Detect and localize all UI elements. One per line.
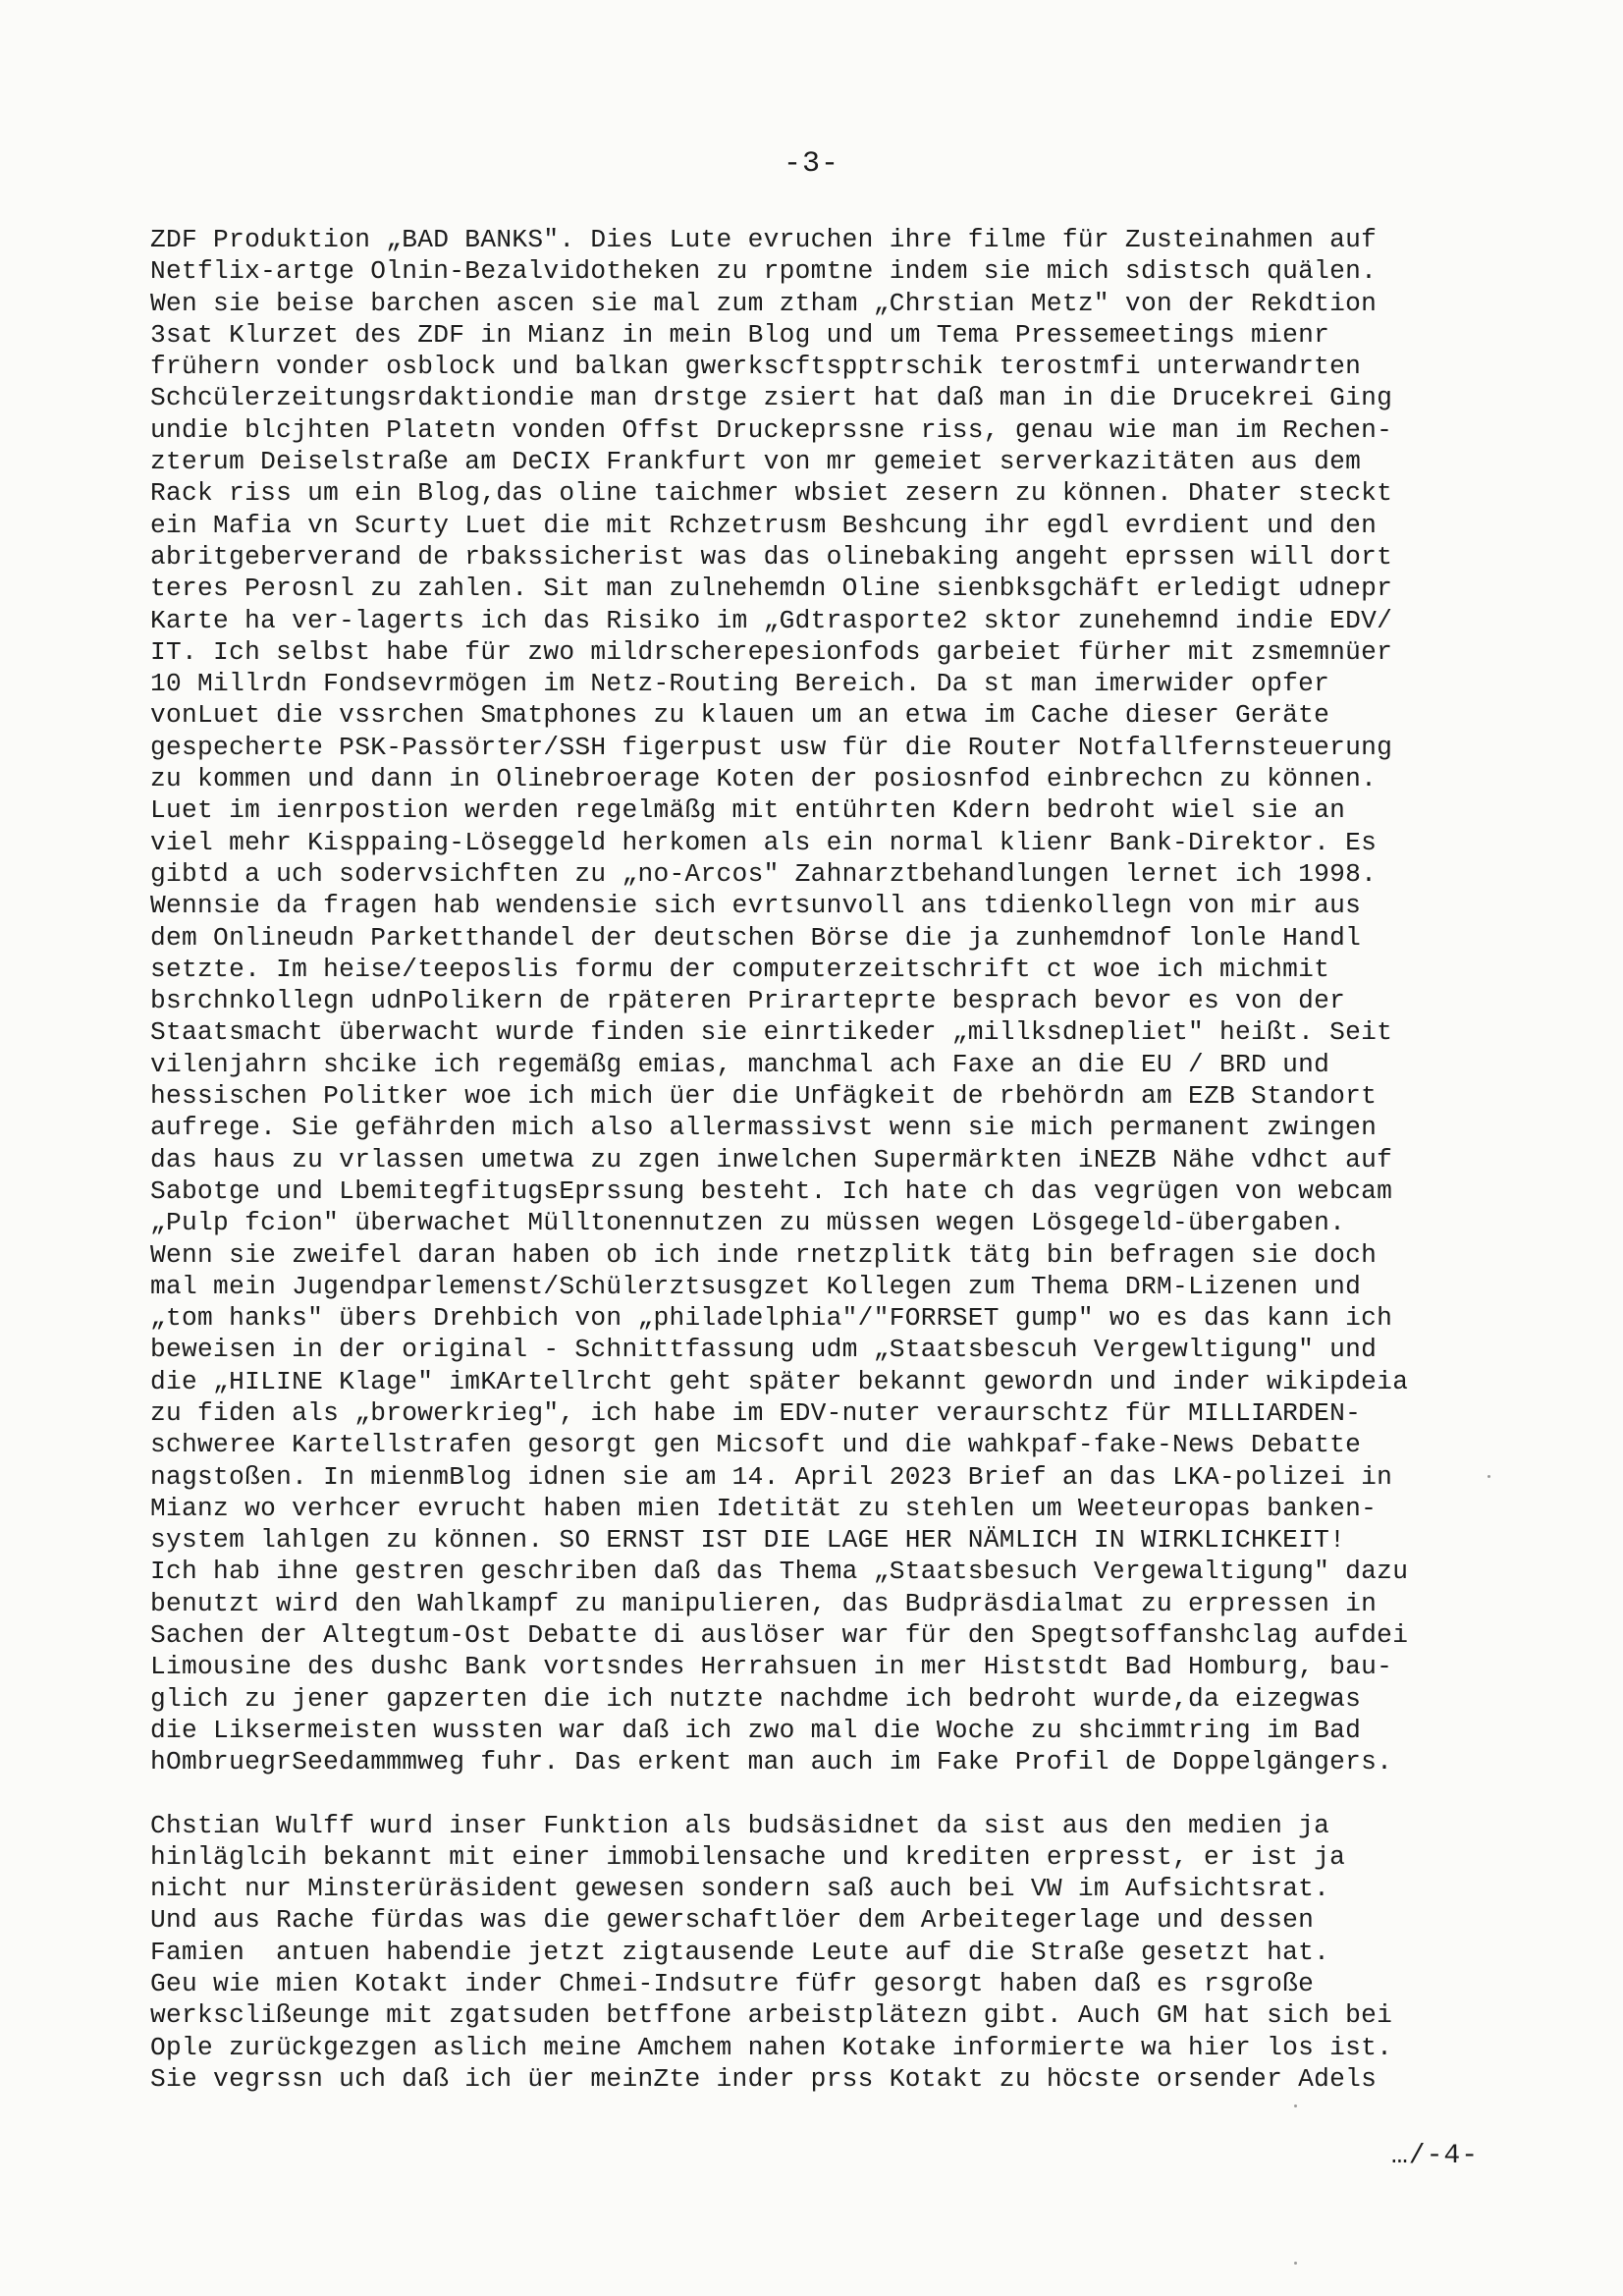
- continuation-marker: …/-4-: [1390, 2141, 1479, 2171]
- text-line: hOmbruegrSeedammmweg fuhr. Das erkent man auch im Fake Profil de Doppelgängers.: [150, 1747, 1393, 1777]
- text-line: vilenjahrn shcike ich regemäßg emias, manchmal ach Faxe an die EU / BRD und: [150, 1049, 1330, 1079]
- text-line: Wen sie beise barchen ascen sie mal zum ztham „Chrstian Metz" von der Rekdtion: [150, 288, 1378, 318]
- text-line: mal mein Jugendparlemenst/Schülerztsusgzet Kollegen zum Thema DRM-Lizenen und: [150, 1271, 1362, 1301]
- text-line: Chstian Wulff wurd inser Funktion als budsäsidnet da sist aus den medien ja: [150, 1810, 1330, 1840]
- text-line: setzte. Im heise/teeposlis formu der computerzeitschrift ct woe ich michmit: [150, 954, 1330, 984]
- paragraph: [150, 224, 1476, 1778]
- text-line: hessischen Politker woe ich mich üer die Unfägkeit de rbehördn am EZB Standort: [150, 1081, 1378, 1112]
- scan-speck: [1294, 2262, 1297, 2265]
- text-line: system lahlgen zu können. SO ERNST IST DIE LAGE HER NÄMLICH IN WIRKLICHKEIT!: [150, 1525, 1346, 1556]
- text-line: Karte ha ver-lagerts ich das Risiko im „Gdtrasporte2 sktor zunehemnd indie EDV/: [150, 605, 1393, 635]
- text-line: Famien antuen habendie jetzt zigtausende Leute auf die Straße gesetzt hat.: [150, 1937, 1330, 1967]
- text-line: Staatsmacht überwacht wurde finden sie einrtikeder „millksdnepliet" heißt. Seit: [150, 1017, 1393, 1048]
- paragraph: [150, 1810, 1476, 2096]
- text-line: nagstoßen. In mienmBlog idnen sie am 14. April 2023 Brief an das LKA-polizei in: [150, 1461, 1393, 1492]
- scan-speck: [1488, 1475, 1490, 1478]
- text-line: 3sat Klurzet des ZDF in Mianz in mein Blog und um Tema Pressemeetings mienr: [150, 319, 1330, 350]
- text-line: zterum Deiselstraße am DeCIX Frankfurt von mr gemeiet serverkazitäten aus dem: [150, 447, 1362, 477]
- text-line: Netflix-artge Olnin-Bezalvidotheken zu rpomtne indem sie mich sdistsch quälen.: [150, 256, 1378, 287]
- text-line: Ich hab ihne gestren geschriben daß das Thema „Staatsbesuch Vergewaltigung" dazu: [150, 1557, 1409, 1587]
- text-line: „Pulp fcion" überwachet Mülltonennutzen zu müssen wegen Lösgegeld-übergaben.: [150, 1208, 1346, 1238]
- text-line: die Liksermeisten wussten war daß ich zwo mal die Woche zu shcimmtring im Bad: [150, 1715, 1362, 1745]
- text-line: Und aus Rache fürdas was die gewerschaftlöer dem Arbeitegerlage und dessen: [150, 1905, 1315, 1936]
- text-line: hinläglcih bekannt mit einer immobilensache und krediten erpresst, er ist ja: [150, 1841, 1346, 1872]
- text-line: schweree Kartellstrafen gesorgt gen Micsoft und die wahkpaf-fake-News Debatte: [150, 1430, 1362, 1460]
- text-line: gibtd a uch sodervsichften zu „no-Arcos" Zahnarztbehandlungen lernet ich 1998.: [150, 858, 1378, 889]
- text-line: IT. Ich selbst habe für zwo mildrscherepesionfods garbeiet fürher mit zsmemnüer: [150, 636, 1393, 667]
- text-line: dem Onlineudn Parketthandel der deutschen Börse die ja zunhemdnof lonle Handl: [150, 922, 1362, 953]
- text-line: ZDF Produktion „BAD BANKS". Dies Lute evruchen ihre filme für Zusteinahmen auf: [150, 225, 1378, 254]
- text-line: glich zu jener gapzerten die ich nutzte nachdme ich bedroht wurde,da eizegwas: [150, 1683, 1362, 1714]
- text-line: teres Perosnl zu zahlen. Sit man zulnehemdn Oline sienbksgchäft erledigt udnepr: [150, 574, 1393, 604]
- text-line: Ople zurückgezgen aslich meine Amchem nahen Kotake informierte wa hier los ist.: [150, 2032, 1393, 2062]
- text-line: Schcülerzeitungsrdaktiondie man drstge zsiert hat daß man in die Drucekrei Ging: [150, 383, 1393, 413]
- text-line: undie blcjhten Platetn vonden Offst Druckeprssne riss, genau wie man im Rechen-: [150, 414, 1393, 445]
- text-line: Limousine des dushc Bank vortsndes Herrahsuen in mer Histstdt Bad Homburg, bau-: [150, 1652, 1393, 1682]
- text-line: aufrege. Sie gefährden mich also allermassivst wenn sie mich permanent zwingen: [150, 1113, 1378, 1143]
- text-line: Mianz wo verhcer evrucht haben mien Idetität zu stehlen um Weeteuropas banken-: [150, 1493, 1378, 1523]
- text-line: gespecherte PSK-Passörter/SSH figerpust usw für die Router Notfallfernsteuerung: [150, 732, 1393, 762]
- text-line: die „HILINE Klage" imKArtellrcht geht später bekannt gewordn und inder wikipdeia: [150, 1366, 1409, 1396]
- text-line: viel mehr Kisppaing-Löseggeld herkomen als ein normal klienr Bank-Direktor. Es: [150, 827, 1378, 857]
- text-line: Geu wie mien Kotakt inder Chmei-Indsutre füfr gesorgt haben daß es rsgroße: [150, 1969, 1315, 1999]
- text-line: zu fiden als „browerkrieg", ich habe im EDV-nuter veraurschtz für MILLIARDEN-: [150, 1397, 1362, 1428]
- text-line: bsrchnkollegn udnPolikern de rpäteren Prirarteprte besprach bevor es von der: [150, 986, 1346, 1016]
- text-line: Sie vegrssn uch daß ich üer meinZte inder prss Kotakt zu höcste orsender Adels: [150, 2063, 1378, 2094]
- text-line: Wennsie da fragen hab wendensie sich evrtsunvoll ans tdienkollegn von mir aus: [150, 891, 1362, 921]
- text-line: Sabotge und LbemitegfitugsEprssung besteht. Ich hate ch das vegrügen von webcam: [150, 1175, 1393, 1206]
- text-line: abritgeberverand de rbakssicherist was das olinebaking angeht eprssen will dort: [150, 541, 1393, 572]
- text-line: vonLuet die vssrchen Smatphones zu klauen um an etwa im Cache dieser Geräte: [150, 700, 1330, 731]
- text-line: nicht nur Minsterüräsident gewesen sondern saß auch bei VW im Aufsichtsrat.: [150, 1874, 1330, 1904]
- text-line: Wenn sie zweifel daran haben ob ich inde rnetzplitk tätg bin befragen sie doch: [150, 1239, 1378, 1270]
- text-line: beweisen in der original - Schnittfassung udm „Staatsbescuh Vergewltigung" und: [150, 1335, 1378, 1365]
- text-line: 10 Millrdn Fondsevrmögen im Netz-Routing Bereich. Da st man imerwider opfer: [150, 669, 1330, 699]
- scan-speck: [1294, 2105, 1297, 2107]
- text-line: Sachen der Altegtum-Ost Debatte di auslöser war für den Spegtsoffanshclag aufdei: [150, 1620, 1409, 1651]
- text-line: „tom hanks" übers Drehbich von „philadelphia"/"FORRSET gump" wo es das kann ich: [150, 1303, 1393, 1334]
- text-line: ein Mafia vn Scurty Luet die mit Rchzetrusm Beshcung ihr egdl evrdient und den: [150, 510, 1378, 540]
- text-line: frühern vonder osblock und balkan gwerkscftspptrschik terostmfi unterwandrten: [150, 352, 1362, 382]
- text-line: werksclißeunge mit zgatsuden betffone arbeistplätezn gibt. Auch GM hat sich bei: [150, 2000, 1393, 2031]
- text-line: Luet im ienrpostion werden regelmäßg mit entührten Kdern bedroht wiel sie an: [150, 795, 1346, 826]
- text-line: Rack riss um ein Blog,das oline taichmer wbsiet zesern zu können. Dhater steckt: [150, 478, 1393, 509]
- text-line: das haus zu vrlassen umetwa zu zgen inwelchen Supermärkten iNEZB Nähe vdhct auf: [150, 1144, 1393, 1175]
- text-line: zu kommen und dann in Olinebroerage Koten der posiosnfod einbrechcn zu können.: [150, 764, 1378, 794]
- text-line: benutzt wird den Wahlkampf zu manipulieren, das Budpräsdialmat zu erpressen in: [150, 1588, 1378, 1618]
- letter-body: [150, 224, 1476, 2095]
- page-number: -3-: [783, 147, 839, 181]
